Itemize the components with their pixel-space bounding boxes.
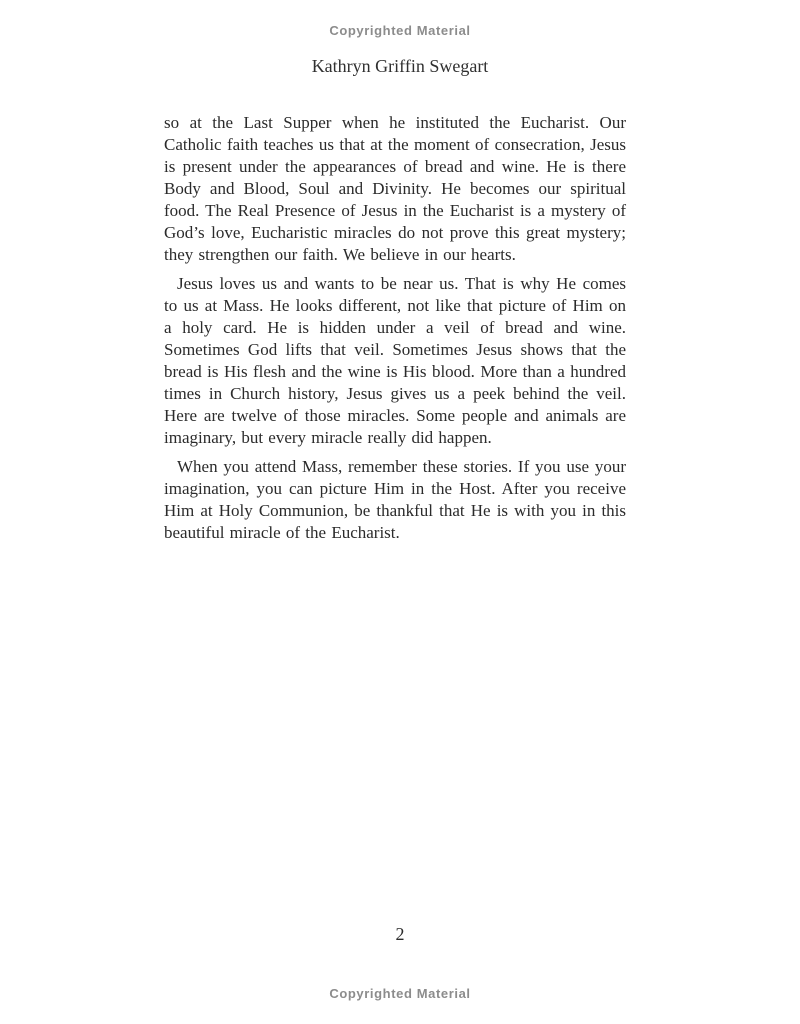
page-number: 2: [395, 924, 405, 944]
author-running-head: Kathryn Griffin Swegart: [311, 56, 489, 76]
paragraph: Jesus loves us and wants to be near us. That is why He comes to us at Mass. He looks different, not like that picture of Him on a holy card. He is hidden under a veil of bread and wine. Sometimes God lifts that veil. Sometimes Jesus shows that the bread is His flesh and the wine is His blood. More than a hundred times in Church history, Jesus gives us a peek behind the veil. Here are twelve of those miracles. Some people and animals are imaginary, but every miracle really did happen.: [164, 274, 626, 447]
copyright-notice-bottom: Copyrighted Material: [329, 986, 471, 1001]
paragraph: When you attend Mass, remember these stories. If you use your imagination, you can picture Him in the Host. After you receive Him at Holy Communion, be thankful that He is with you in this beautiful miracle of the Eucharist.: [164, 457, 626, 542]
body-text-block: [164, 112, 626, 551]
copyright-notice-top: Copyrighted Material: [329, 23, 471, 38]
paragraph-continuation: so at the Last Supper when he instituted the Eucharist. Our Catholic faith teaches us that at the moment of consecration, Jesus is present under the appearances of bread and wine. He is there Body and Blood, Soul and Divinity. He becomes our spiritual food. The Real Presence of Jesus in the Eucharist is a mystery of God’s love, Eucharistic miracles do not prove this great mystery; they strengthen our faith. We believe in our hearts.: [164, 113, 626, 264]
